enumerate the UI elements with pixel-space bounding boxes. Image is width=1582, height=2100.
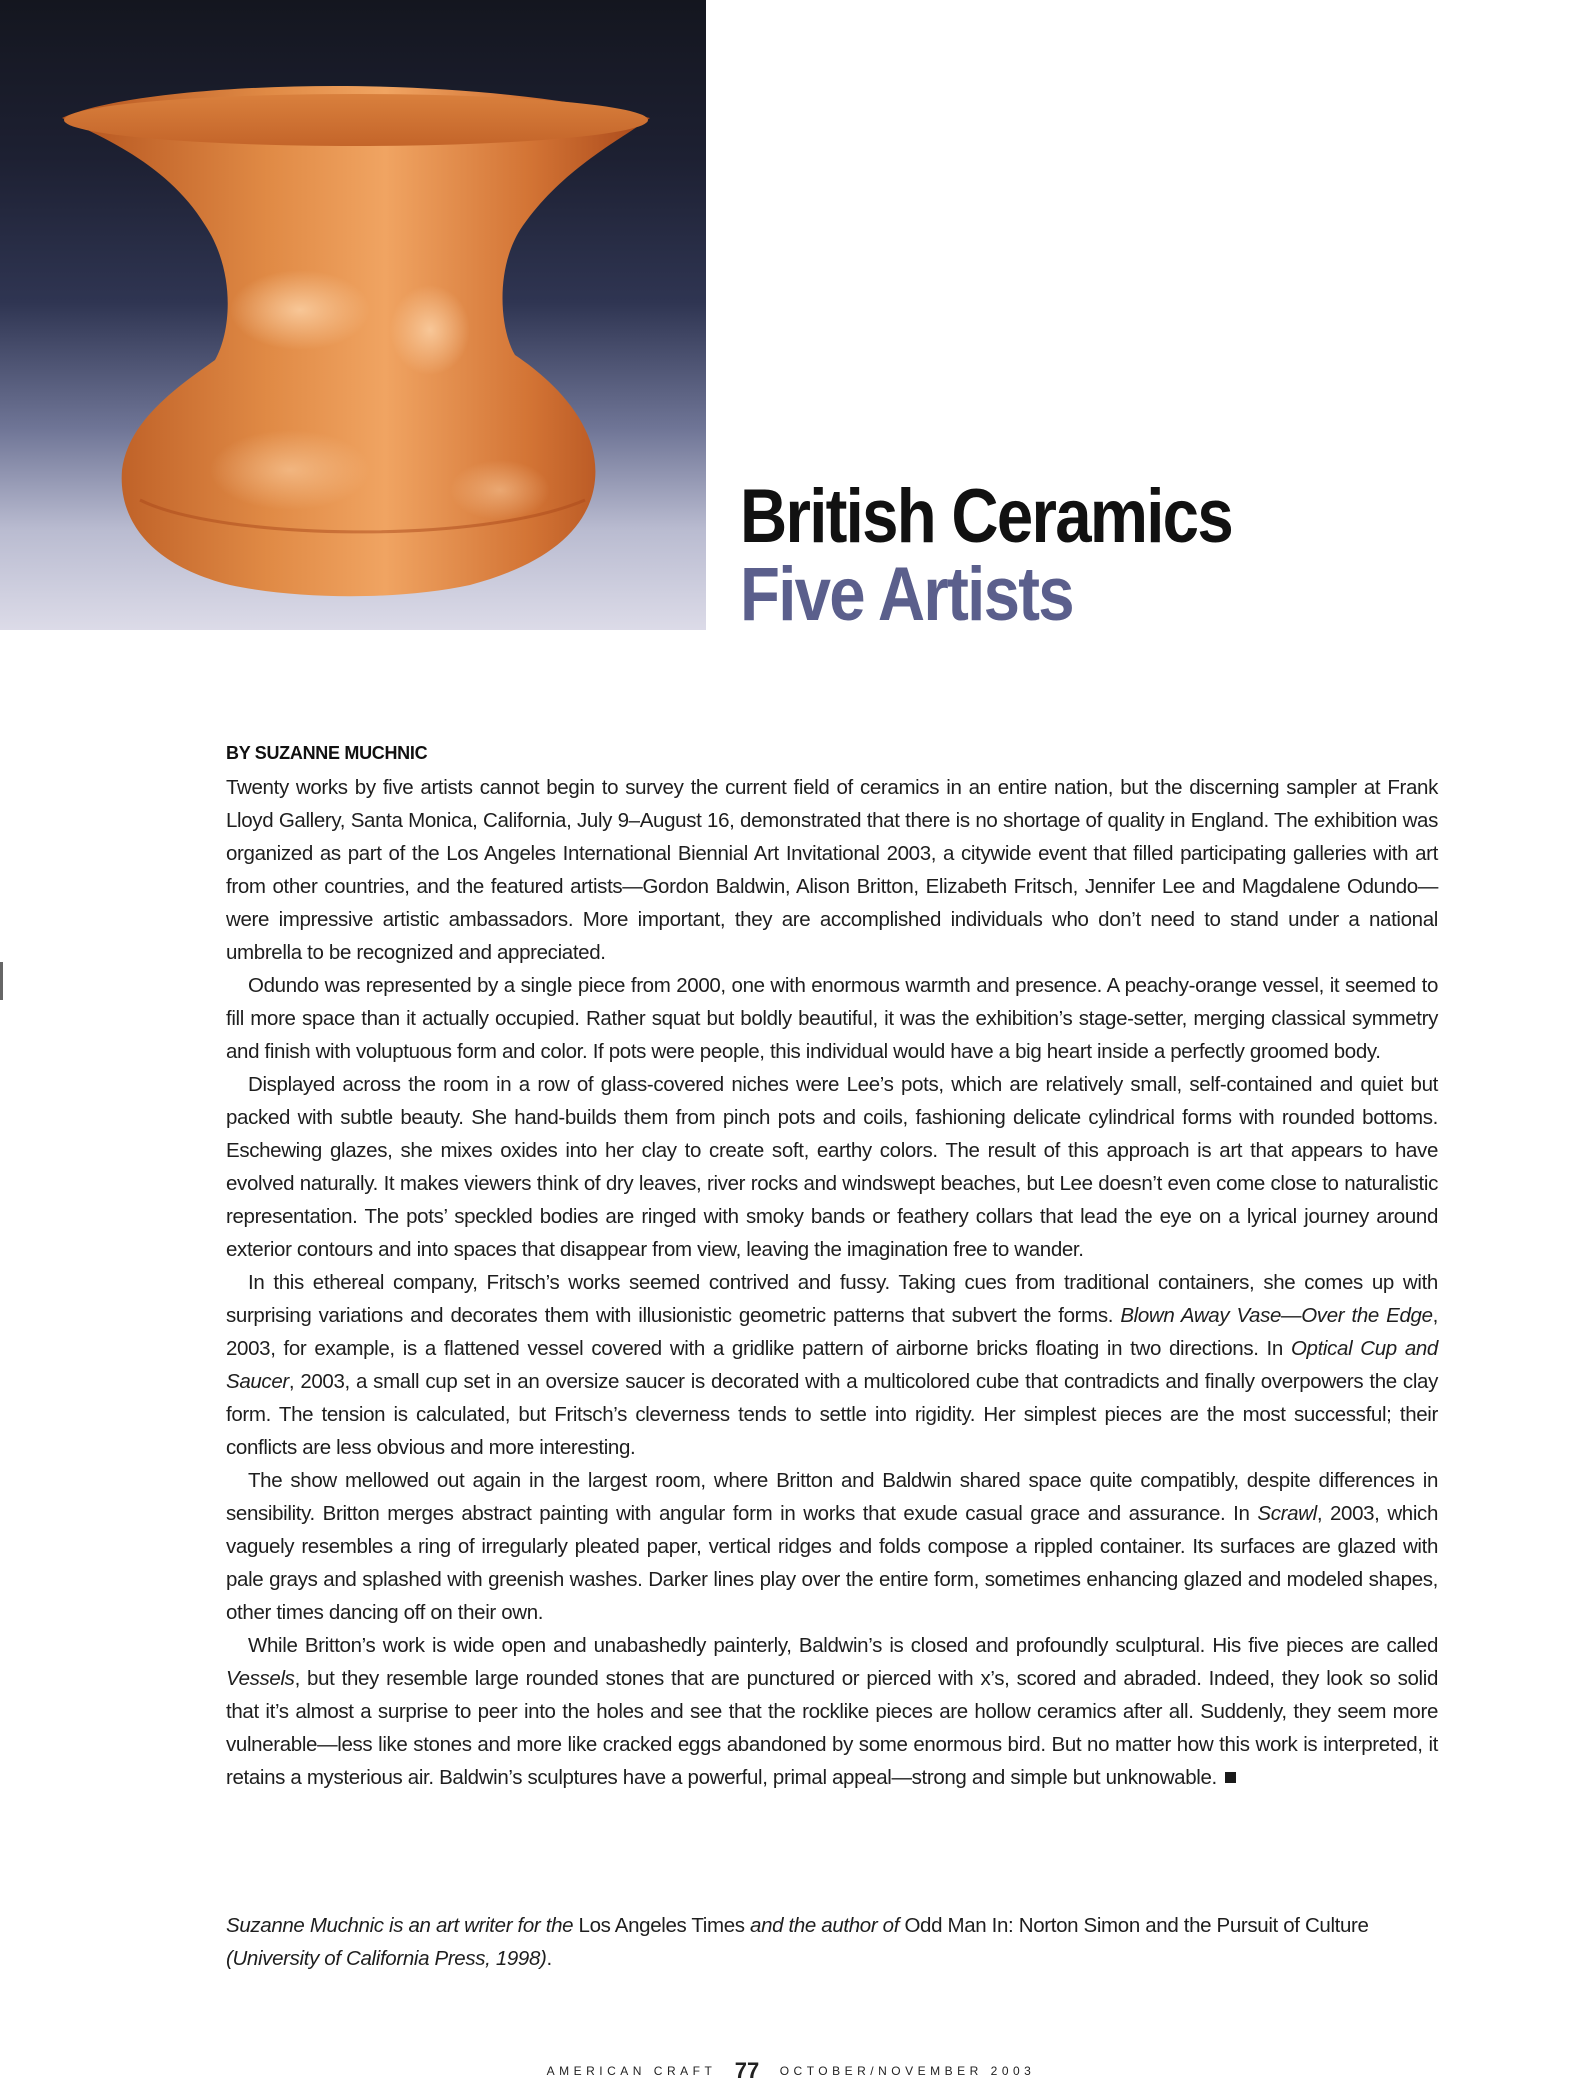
issue-date: OCTOBER/NOVEMBER 2003 bbox=[779, 2064, 1036, 2078]
artwork-title: Scrawl bbox=[1257, 1502, 1317, 1525]
scan-edge-mark bbox=[0, 962, 3, 1000]
text: , 2003, for example, is a flattened vessel covered with a gridlike pattern of airborne bricks floating in two directions. In bbox=[226, 1304, 1438, 1360]
text: While Britton’s work is wide open and unabashedly painterly, Baldwin’s is closed and profoundly sculptural. His five pieces are called bbox=[248, 1634, 1438, 1657]
magazine-name: AMERICAN CRAFT bbox=[546, 2064, 717, 2078]
bio-text: . bbox=[546, 1947, 552, 1970]
paragraph-1: Twenty works by five artists cannot begin to survey the current field of ceramics in an entire nation, but the discerning sampler at Frank Lloyd Gallery, Santa Monica, California, July 9–August 16, demonstrated that there is no shortage of quality in England. The exhibition was organized as part of the Los Angeles International Biennial Art Invitational 2003, a citywide event that filled participating galleries with art from other countries, and the featured artists—Gordon Baldwin, Alison Britton, Elizabeth Fritsch, Jennifer Lee and Magdalene Odundo—were impressive artistic ambassadors. More important, they are accomplished individuals who don’t need to stand under a national umbrella to be recognized and appreciated. bbox=[226, 776, 1438, 964]
page-footer bbox=[0, 2058, 1582, 2084]
paragraph-3: Displayed across the room in a row of glass-covered niches were Lee’s pots, which are relatively small, self-contained and quiet but packed with subtle beauty. She hand-builds them from pinch pots and coils, fashioning delicate cylindrical forms with rounded bottoms. Eschewing glazes, she mixes oxides into her clay to create soft, earthy colors. The result of this approach is art that appears to have evolved naturally. It makes viewers think of dry leaves, river rocks and windswept beaches, but Lee doesn’t even come close to naturalistic representation. The pots’ speckled bodies are ringed with smoky bands or feathery collars that lead the eye on a lyrical journey around exterior contours and into spaces that disappear from view, leaving the imagination free to wander. bbox=[226, 1073, 1438, 1261]
text: , 2003, a small cup set in an oversize saucer is decorated with a multicolored cube that contradicts and finally overpowers the clay form. The tension is calculated, but Fritsch’s cleverness tends to settle into rigidity. Her simplest pieces are the most successful; their conflicts are less obvious and more interesting. bbox=[226, 1370, 1438, 1459]
vessel-rim bbox=[64, 94, 648, 146]
article-body bbox=[226, 740, 1438, 1794]
artwork-title: Blown Away Vase—Over the Edge bbox=[1120, 1304, 1433, 1327]
publisher-info: (University of California Press, 1998) bbox=[226, 1947, 547, 1970]
end-of-article-square-icon bbox=[1225, 1772, 1236, 1783]
paragraph-2: Odundo was represented by a single piece from 2000, one with enormous warmth and presence. A peachy-orange vessel, it seemed to fill more space than it actually occupied. Rather squat but boldly beautiful, it was the exhibition’s stage-setter, merging classical symmetry and finish with voluptuous form and color. If pots were people, this individual would have a big heart inside a perfectly groomed body. bbox=[226, 974, 1438, 1063]
title-line-1: British Ceramics bbox=[740, 474, 1232, 559]
title-line-2: Five Artists bbox=[740, 552, 1073, 637]
article-title bbox=[740, 474, 1232, 637]
bio-text: and the author of bbox=[744, 1914, 905, 1937]
vessel-body bbox=[62, 86, 650, 596]
newspaper-name: Los Angeles Times bbox=[578, 1914, 745, 1937]
text: , 2003, which vaguely resembles a ring of irregularly pleated paper, vertical ridges and folds compose a rippled container. Its surfaces are glazed with pale grays and splashed with greenish washes. Darker lines play over the entire form, sometimes enhancing glazed and modeled shapes, other times dancing off on their own. bbox=[226, 1502, 1438, 1624]
author-bio bbox=[226, 1909, 1438, 1975]
artwork-title: Optical Cup and Saucer bbox=[226, 1337, 1438, 1393]
book-title: Odd Man In: Norton Simon and the Pursuit of Culture bbox=[904, 1914, 1369, 1937]
paragraph-5 bbox=[226, 1464, 1438, 1629]
paragraph-6 bbox=[226, 1629, 1438, 1794]
text: The show mellowed out again in the largest room, where Britton and Baldwin shared space quite compatibly, despite differences in sensibility. Britton merges abstract painting with angular form in works that exude casual grace and assurance. In bbox=[226, 1469, 1438, 1525]
bio-text: Suzanne Muchnic is an art writer for the bbox=[226, 1914, 579, 1937]
text: , but they resemble large rounded stones that are punctured or pierced with x’s, scored and abraded. Indeed, they look so solid that it’s almost a surprise to peer into the holes and see that the rocklike pieces are hollow ceramics after all. Suddenly, they seem more vulnerable—less like stones and more like cracked eggs abandoned by some enormous bird. But no matter how this work is interpreted, it retains a mysterious air. Baldwin’s sculptures have a powerful, primal appeal—strong and simple but unknowable. bbox=[226, 1667, 1438, 1789]
page-number: 77 bbox=[734, 2058, 760, 2083]
text: In this ethereal company, Fritsch’s works seemed contrived and fussy. Taking cues from traditional containers, she comes up with surprising variations and decorates them with illusionistic geometric patterns that subvert the forms. bbox=[226, 1271, 1438, 1327]
byline: BY SUZANNE MUCHNIC bbox=[226, 743, 428, 763]
artwork-title: Vessels bbox=[226, 1667, 295, 1690]
vessel-photo bbox=[0, 0, 706, 630]
paragraph-4 bbox=[226, 1266, 1438, 1464]
vessel-illustration bbox=[0, 0, 706, 630]
